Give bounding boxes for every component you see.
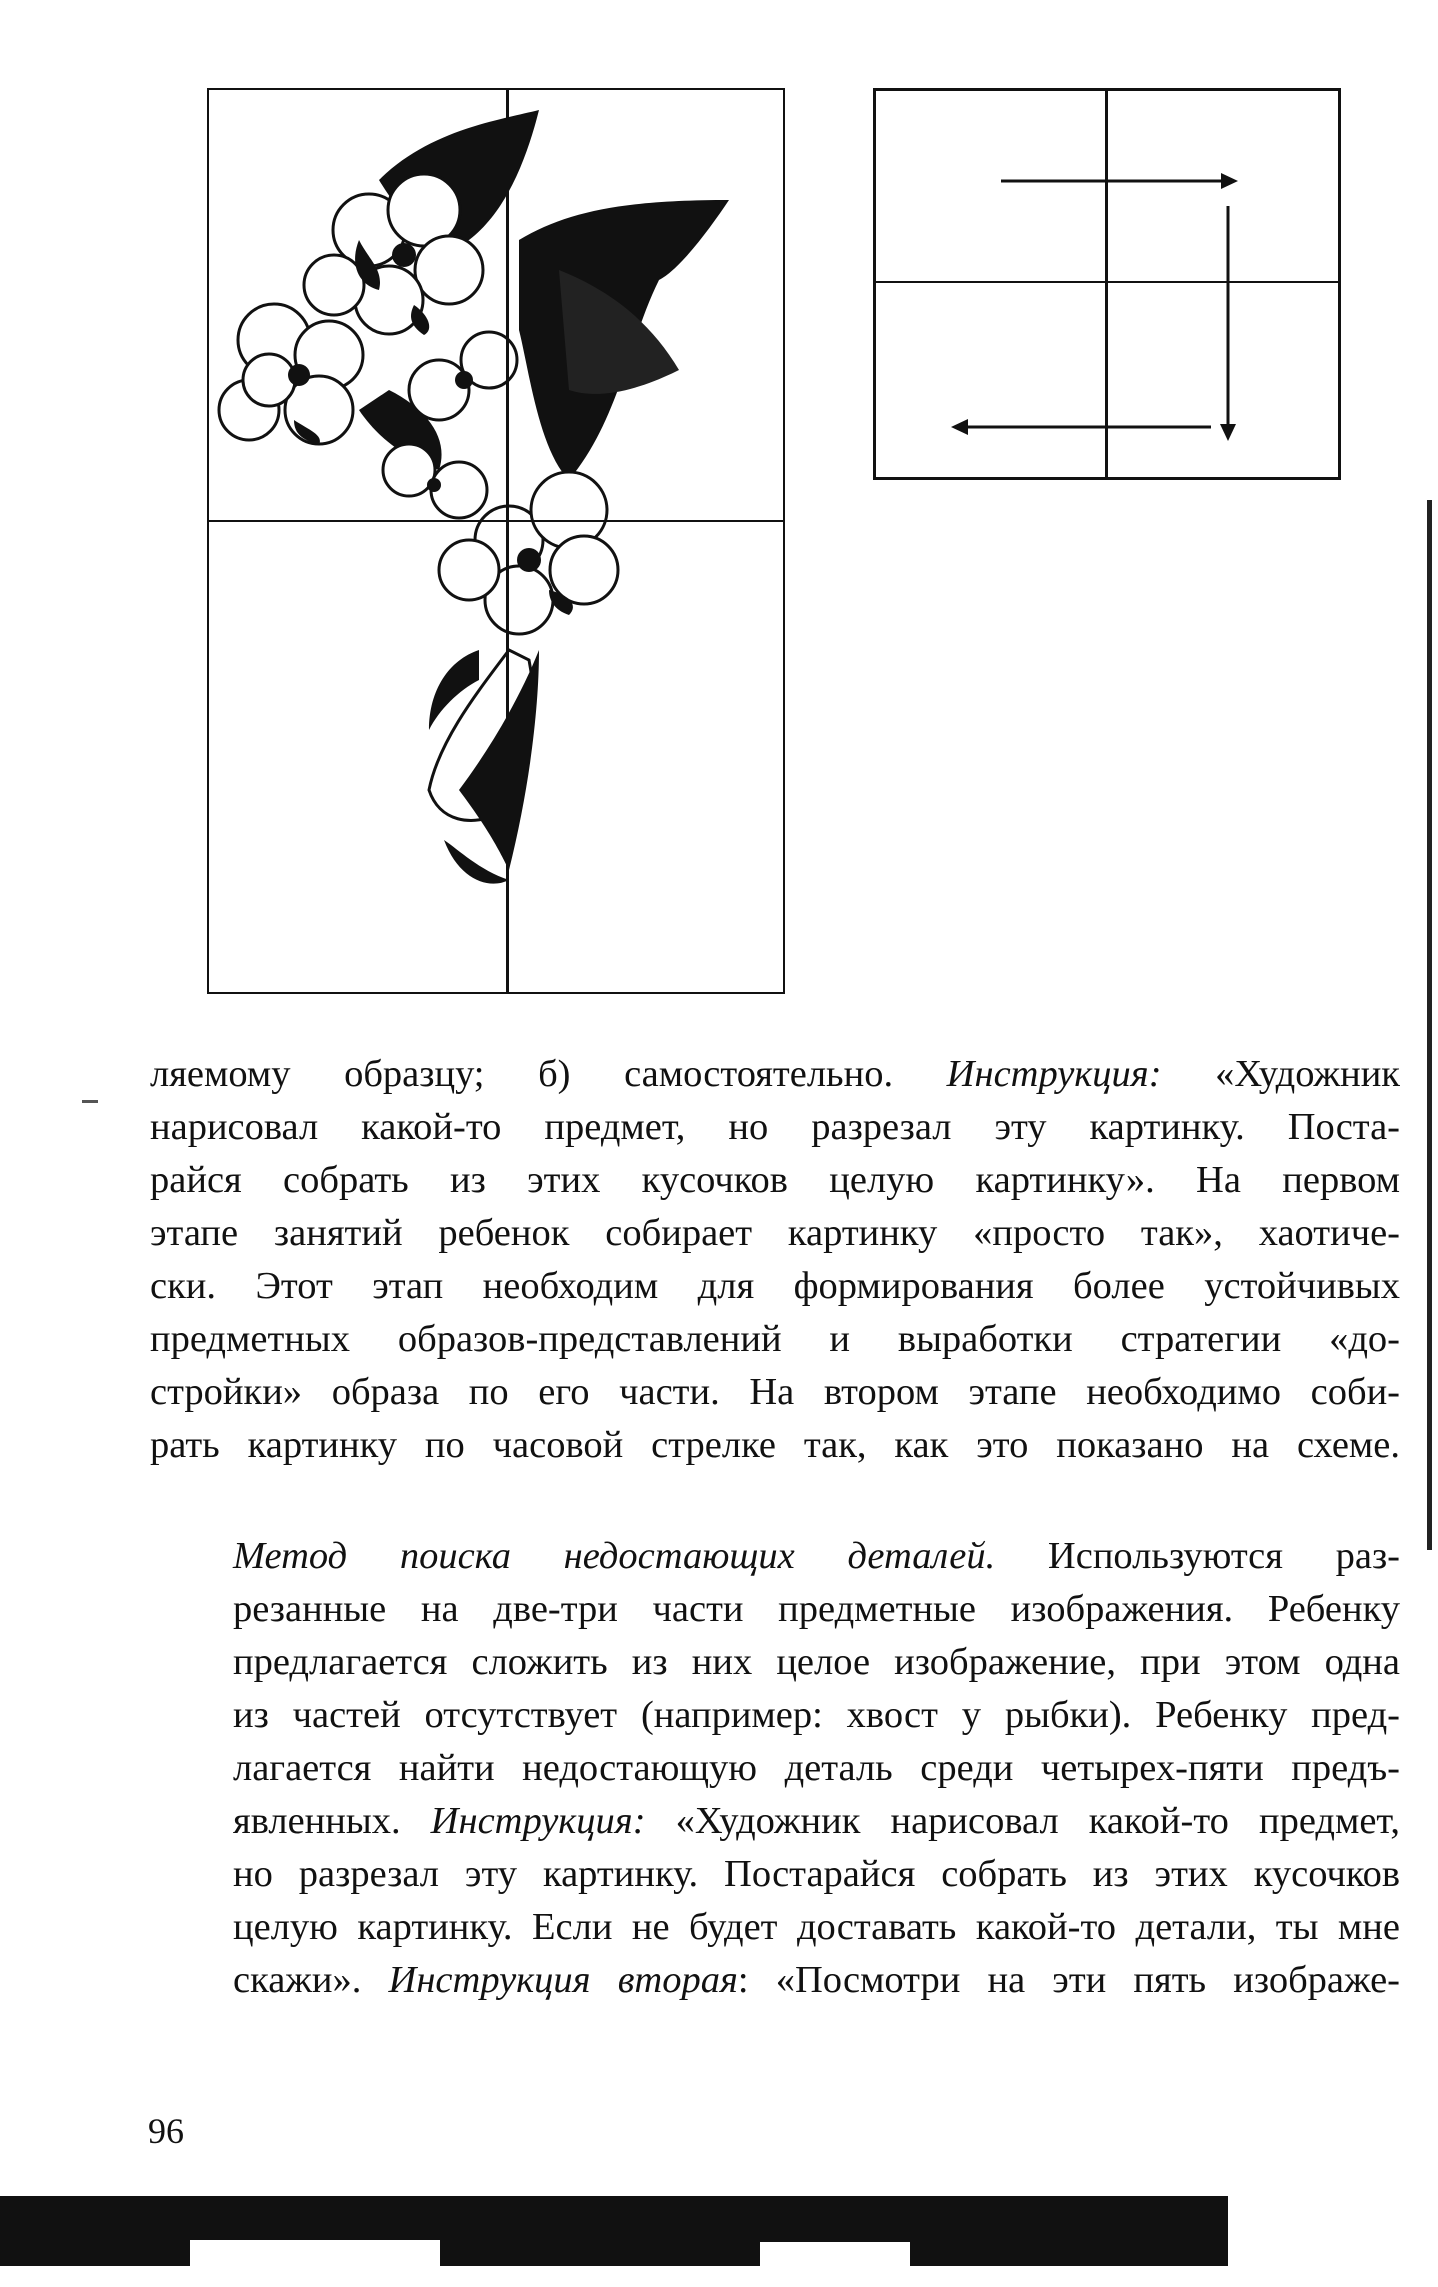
text-line: Метод поиска недостающих деталей. Используются раз-	[233, 1535, 1400, 1577]
text-line: целую картинку. Если не будет доставать какой-то детали, ты мне	[233, 1906, 1400, 1948]
arrow-down-icon	[1220, 206, 1236, 441]
scan-edge-right	[1427, 500, 1432, 1550]
flower-cut-picture-figure	[207, 88, 785, 994]
arrow-left-icon	[951, 419, 1211, 435]
text-line: но разрезал эту картинку. Постарайся собрать из этих кусочков	[233, 1853, 1400, 1895]
scan-edge-notch	[760, 2242, 910, 2272]
scan-edge-notch	[190, 2240, 440, 2270]
paragraph-1	[150, 1048, 1400, 1472]
text-line: ляемому образцу; б) самостоятельно. Инструкция: «Художник	[150, 1053, 1400, 1095]
text-line: резанные на две-три части предметные изображения. Ребенку	[233, 1588, 1400, 1630]
text-line: рать картинку по часовой стрелке так, как это показано на схеме.	[150, 1424, 1400, 1466]
text-line: ски. Этот этап необходим для формирования более устойчивых	[150, 1265, 1400, 1307]
text-line: предлагается сложить из них целое изображение, при этом одна	[233, 1641, 1400, 1683]
text-line: явленных. Инструкция: «Художник нарисовал какой-то предмет,	[233, 1800, 1400, 1842]
text-line: предметных образов-представлений и выработки стратегии «до-	[150, 1318, 1400, 1360]
scan-edge-bottom	[0, 2196, 1228, 2266]
arrow-right-icon	[1001, 173, 1238, 189]
text-line: нарисовал какой-то предмет, но разрезал эту картинку. Поста-	[150, 1106, 1400, 1148]
cut-line-vertical	[506, 90, 509, 992]
paragraph-2	[150, 1530, 1400, 2007]
page-number: 96	[148, 2111, 184, 2151]
scan-mark	[82, 1100, 98, 1103]
cut-line-horizontal	[209, 520, 783, 522]
text-line: скажи». Инструкция вторая: «Посмотри на эти пять изображе-	[233, 1959, 1400, 2001]
flower-sketch-icon	[209, 90, 785, 994]
text-line: лагается найти недостающую деталь среди четырех-пяти предъ-	[233, 1747, 1400, 1789]
text-line: райся собрать из этих кусочков целую картинку». На первом	[150, 1159, 1400, 1201]
text-line: стройки» образа по его части. На втором этапе необходимо соби-	[150, 1371, 1400, 1413]
text-line: этапе занятий ребенок собирает картинку «просто так», хаотиче-	[150, 1212, 1400, 1254]
clockwise-assembly-scheme	[873, 88, 1341, 480]
text-line: из частей отсутствует (например: хвост у рыбки). Ребенку пред-	[233, 1694, 1400, 1736]
